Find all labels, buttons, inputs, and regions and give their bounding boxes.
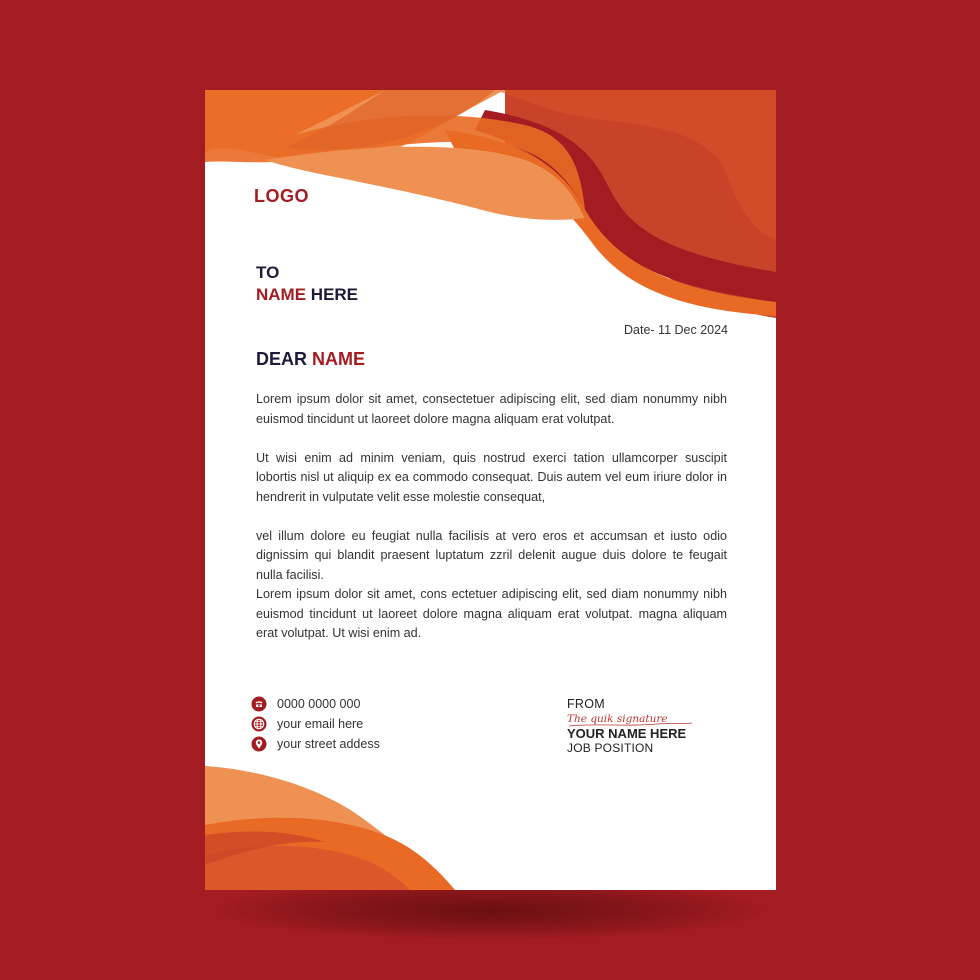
signature xyxy=(567,711,686,727)
greeting-name: NAME xyxy=(312,349,366,369)
recipient-name-rest: HERE xyxy=(306,285,359,304)
signature-text: The quik signature xyxy=(567,713,668,725)
letterhead-page xyxy=(205,90,776,890)
phone-icon xyxy=(251,696,267,712)
to-label: TO xyxy=(256,263,280,282)
body-paragraph-2: Ut wisi enim ad minim veniam, quis nostrud exerci tation ullamcorper suscipit lobortis nisl ut aliquip ex ea commodo consequat. Duis autem vel eum iriure dolor in hendrerit in vulputate velit esse molestie consequat, xyxy=(256,450,727,504)
greeting xyxy=(256,349,365,370)
greeting-dear: DEAR xyxy=(256,349,313,369)
recipient-name xyxy=(256,284,358,306)
sender-name: YOUR NAME HERE xyxy=(567,726,687,741)
body-paragraph-1: Lorem ipsum dolor sit amet, consectetuer adipiscing elit, sed diam nonummy nibh euismod tincidunt ut laoreet dolore magna aliquam erat volutpat. xyxy=(256,392,727,426)
contact-phone: 0000 0000 000 xyxy=(277,697,361,711)
logo: LOGO xyxy=(254,186,309,206)
contact-phone-row xyxy=(251,694,380,714)
contact-block xyxy=(251,694,380,754)
contact-address: your street addess xyxy=(277,737,380,751)
sender-block xyxy=(567,697,686,755)
letter-date: Date- 11 Dec 2024 xyxy=(624,323,728,337)
contact-email-row xyxy=(251,714,380,734)
recipient-name-accent: NAME xyxy=(256,285,307,304)
letter-body xyxy=(256,390,727,644)
signature-underline xyxy=(567,721,697,729)
contact-address-row xyxy=(251,734,380,754)
from-label: FROM xyxy=(567,697,605,711)
contact-email: your email here xyxy=(277,717,364,731)
body-paragraph-4: Lorem ipsum dolor sit amet, cons ectetuer adipiscing elit, sed diam nonummy nibh euismod tincidunt ut laoreet dolore magna aliquam erat volutpat. magna aliquam erat volutpat. Ut wisi enim ad. xyxy=(256,587,727,640)
sender-position: JOB POSITION xyxy=(567,741,654,755)
globe-icon xyxy=(251,716,267,732)
location-pin-icon xyxy=(251,736,267,752)
recipient-block xyxy=(256,262,358,306)
body-paragraph-3: vel illum dolore eu feugiat nulla facilisis at vero eros et accumsan et iusto odio dignissim qui blandit praesent luptatum zzril delenit augue duis dolore te feugait nulla facilisi. xyxy=(256,528,727,582)
